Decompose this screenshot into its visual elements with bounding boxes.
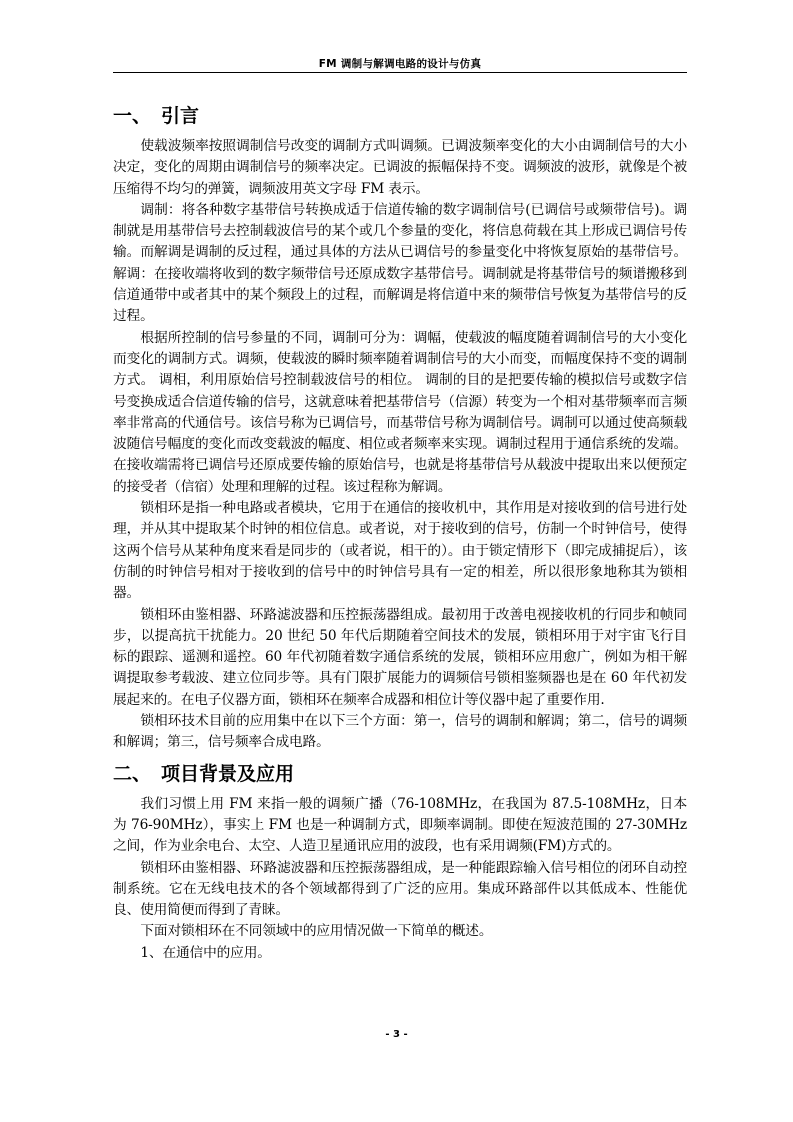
paragraph: 锁相环由鉴相器、环路滤波器和压控振荡器组成。最初用于改善电视接收机的行同步和帧同步，以提高抗干扰能力。20 世纪 50 年代后期随着空间技术的发展，锁相环用于对宇宙飞行目标的跟踪、遥测和遥控。60 年代初随着数字通信系统的发展，锁相环应用愈广，例如为相干解调提取参考载波、建立位同步等。具有门限扩展能力的调频信号锁相鉴频器也是在 60 年代初发展起来的。在电子仪器方面，锁相环在频率合成器和相位计等仪器中起了重要作用. [113, 606, 687, 708]
paragraph: 锁相环技术目前的应用集中在以下三个方面：第一，信号的调制和解调；第二，信号的调频和解调；第三，信号频率合成电路。 [113, 713, 687, 751]
section-title: 项目背景及应用 [161, 762, 295, 785]
section-number: 一、 [113, 105, 152, 127]
paragraph: 1、在通信中的应用。 [140, 944, 271, 961]
paragraph: 根据所控制的信号参量的不同，调制可分为：调幅，使载波的幅度随着调制信号的大小变化而变化的调制方式。调频，使载波的瞬时频率随着调制信号的大小而变，而幅度保持不变的调制方式。 调相，利用原始信号控制载波信号的相位。 调制的目的是把要传输的模拟信号或数字信号变换成适合信道传输的信号，这就意味着把基带信号（信源）转变为一个相对基带频率而言频率非常高的代通信号。该信号称为已调信号，而基带信号称为调制信号。调制可以通过使高频载波随信号幅度的变化而改变载波的幅度、相位或者频率来实现。调制过程用于通信系统的发端。在接收端需将已调信号还原成要传输的原始信号，也就是将基带信号从载波中提取出来以便预定的接受者（信宿）处理和理解的过程。该过程称为解调。 [113, 329, 687, 495]
paragraph: 使载波频率按照调制信号改变的调制方式叫调频。已调波频率变化的大小由调制信号的大小决定，变化的周期由调制信号的频率决定。已调波的振幅保持不变。调频波的波形，就像是个被压缩得不均匀的弹簧，调频波用英文字母 FM 表示。 [113, 138, 687, 197]
document-body [113, 96, 687, 964]
page-header: FM 调制与解调电路的设计与仿真 [318, 58, 482, 70]
paragraph: 我们习惯上用 FM 来指一般的调频广播（76-108MHz，在我国为 87.5-108MHz，日本为 76-90MHz），事实上 FM 也是一种调制方式，即频率调制。即使在短波范围的 27-30MHz 之间，作为业余电台、太空、人造卫星通讯应用的波段，也有采用调频(FM)方式的。 [113, 795, 687, 855]
section-heading-background [113, 754, 687, 794]
section-heading-introduction [113, 96, 687, 136]
paragraph: 锁相环由鉴相器、环路滤波器和压控振荡器组成，是一种能跟踪输入信号相位的闭环自动控制系统。它在无线电技术的各个领域都得到了广泛的应用。集成环路部件以其低成本、性能优良、使用简便而得到了青睐。 [113, 859, 687, 919]
page-number: - 3 - [385, 1029, 408, 1040]
section-title: 引言 [161, 105, 200, 127]
header-rule [113, 72, 687, 73]
section-number: 二、 [113, 762, 152, 785]
paragraph: 锁相环是指一种电路或者模块，它用于在通信的接收机中，其作用是对接收到的信号进行处理，并从其中提取某个时钟的相位信息。或者说，对于接收到的信号，仿制一个时钟信号，使得这两个信号从某种角度来看是同步的（或者说，相干的）。由于锁定情形下（即完成捕捉后），该仿制的时钟信号相对于接收到的信号中的时钟信号具有一定的相差，所以很形象地称其为锁相器。 [113, 500, 687, 602]
paragraph: 调制：将各种数字基带信号转换成适于信道传输的数字调制信号(已调信号或频带信号)。调制就是用基带信号去控制载波信号的某个或几个参量的变化，将信息荷载在其上形成已调信号传输。而解调是调制的反过程，通过具体的方法从已调信号的参量变化中将恢复原始的基带信号。解调：在接收端将收到的数字频带信号还原成数字基带信号。调制就是将基带信号的频谱搬移到信道通带中或者其中的某个频段上的过程，而解调是将信道中来的频带信号恢复为基带信号的反过程。 [113, 201, 687, 325]
paragraph: 下面对锁相环在不同领域中的应用情况做一下简单的概述。 [140, 923, 493, 940]
